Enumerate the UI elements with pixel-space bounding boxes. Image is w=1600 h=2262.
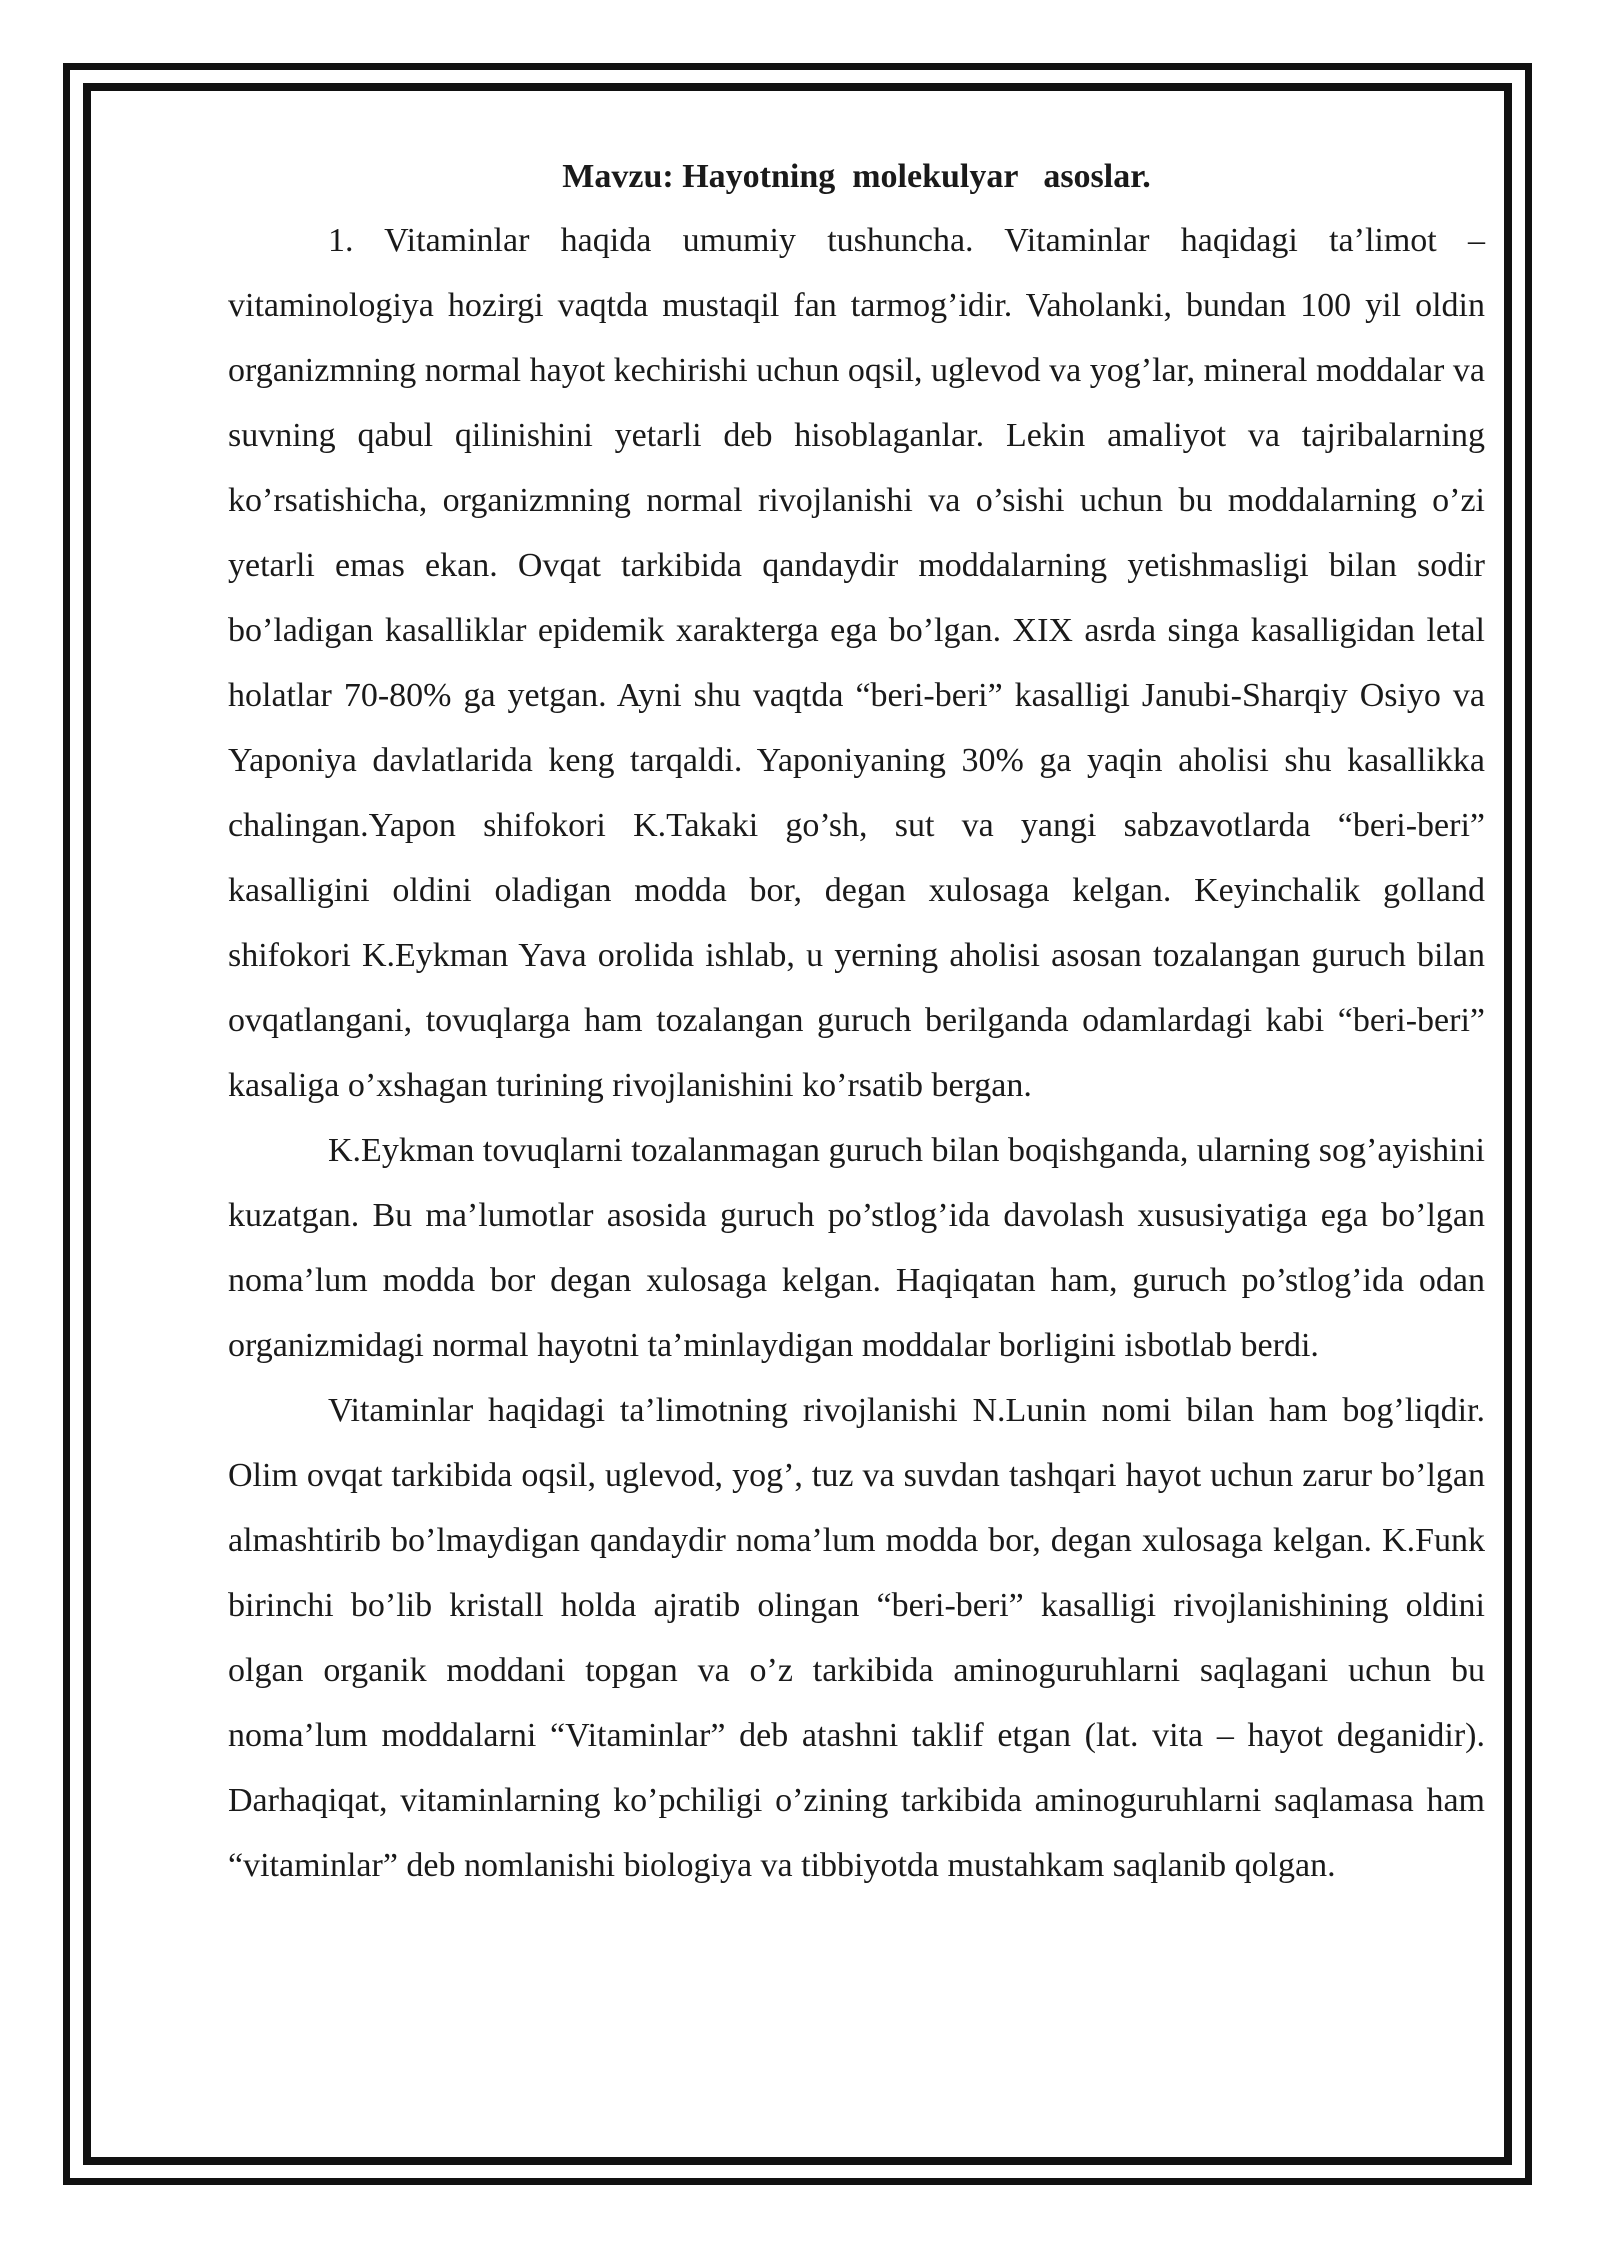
document-body [228,148,1485,1898]
paragraph-vitamins-intro: 1. Vitaminlar haqida umumiy tushuncha. Vitaminlar haqidagi ta’limot – vitaminologiya hozirgi vaqtda mustaqil fan tarmog’idir. Vaholanki, bundan 100 yil oldin organizmning normal hayot kechirishi uchun oqsil, uglevod va yog’lar, mineral moddalar va suvning qabul qilinishini yetarli deb hisoblaganlar. Lekin amaliyot va tajribalarning ko’rsatishicha, organizmning normal rivojlanishi va o’sishi uchun bu moddalarning o’zi yetarli emas ekan. Ovqat tarkibida qandaydir moddalarning yetishmasligi bilan sodir bo’ladigan kasalliklar epidemik xarakterga ega bo’lgan. XIX asrda singa kasalligidan letal holatlar 70-80% ga yetgan. Ayni shu vaqtda “beri-beri” kasalligi Janubi-Sharqiy Osiyo va Yaponiya davlatlarida keng tarqaldi. Yaponiyaning 30% ga yaqin aholisi shu kasallikka chalingan.Yapon shifokori K.Takaki go’sh, sut va yangi sabzavotlarda “beri-beri” kasalligini oldini oladigan modda bor, degan xulosaga kelgan. Keyinchalik golland shifokori K.Eykman Yava orolida ishlab, u yerning aholisi asosan tozalangan guruch bilan ovqatlangani, tovuqlarga ham tozalangan guruch berilganda odamlardagi kabi “beri-beri” kasaliga o’xshagan turining rivojlanishini ko’rsatib bergan. [228,222,1485,1104]
paragraph-lunin-funk: Vitaminlar haqidagi ta’limotning rivojlanishi N.Lunin nomi bilan ham bog’liqdir. Olim ovqat tarkibida oqsil, uglevod, yog’, tuz va suvdan tashqari hayot uchun zarur bo’lgan almashtirib bo’lmaydigan qandaydir noma’lum modda bor, degan xulosaga kelgan. K.Funk birinchi bo’lib kristall holda ajratib olingan “beri-beri” kasalligi rivojlanishining oldini olgan organik moddani topgan va o’z tarkibida aminoguruhlarni saqlagani uchun bu noma’lum moddalarni “Vitaminlar” deb atashni taklif etgan (lat. vita – hayot deganidir). Darhaqiqat, vitaminlarning ko’pchiligi o’zining tarkibida aminoguruhlarni saqlamasa ham “vitaminlar” deb nomlanishi biologiya va tibbiyotda mustahkam saqlanib qolgan. [228,1392,1485,1884]
document-title: Mavzu: Hayotning molekulyar asoslar. [562,158,1151,195]
paragraph-eykman-findings: K.Eykman tovuqlarni tozalanmagan guruch bilan boqishganda, ularning sog’ayishini kuzatgan. Bu ma’lumotlar asosida guruch po’stlog’ida davolash xususiyatiga ega bo’lgan noma’lum modda bor degan xulosaga kelgan. Haqiqatan ham, guruch po’stlog’ida odan organizmidagi normal hayotni ta’minlaydigan moddalar borligini isbotlab berdi. [228,1132,1485,1364]
